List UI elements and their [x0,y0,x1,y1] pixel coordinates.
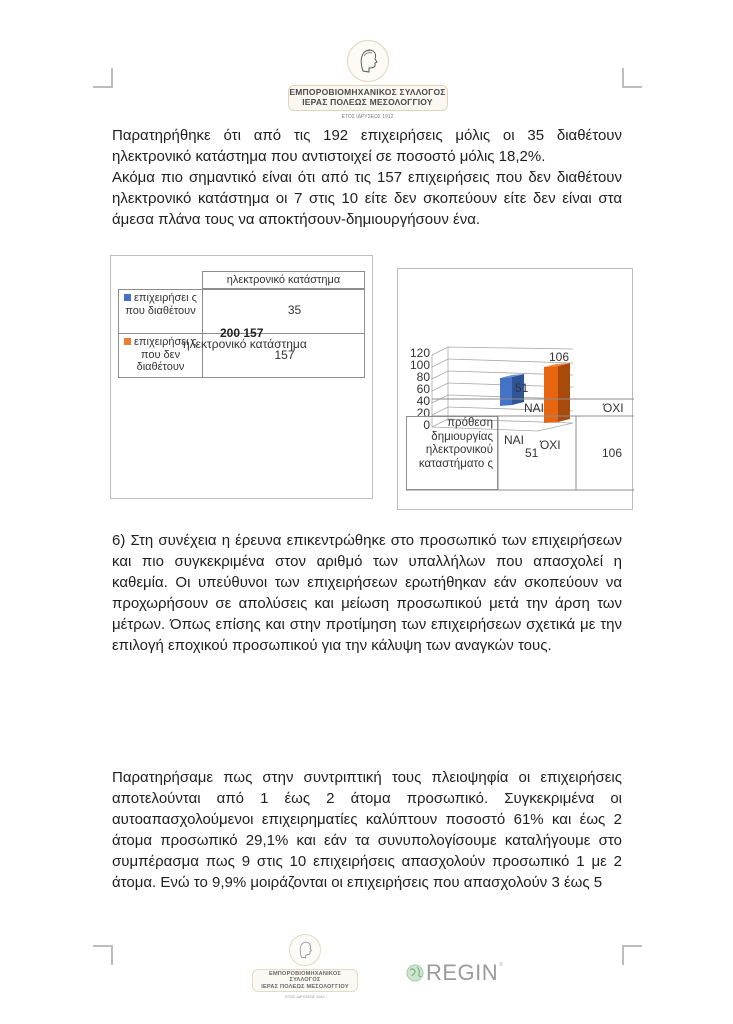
legend-label-have-store [119,290,203,333]
table-column-header: ηλεκτρονικό κατάστημα [202,271,365,289]
paragraph-online-store-stats [112,125,622,230]
association-name-banner [288,85,448,111]
table-cell-value: 106 [602,446,623,460]
chart-intent-online-store [397,268,633,510]
globe-icon [405,963,425,983]
legend-text: επιχειρήσει ς που διαθέτουν [125,292,197,317]
paragraph-text: Ακόμα πιο σημαντικό είναι ότι από τις 157 επιχειρήσεις που δεν διαθέτουν ηλεκτρονικό κατάστημα οι 7 στις 10 είτε δεν σκοπεύουν είτε δεν είναι στα άμεσα πλάνα τους να αποκτήσουν-δημιουργήσουν ένα. [112,169,622,228]
table-row-label: πρόθεση δημιουργίας ηλεκτρονικού καταστήματο ς [406,416,498,490]
regin-wordmark: REGIN [426,960,499,985]
medallion-head-icon [347,40,389,82]
chart-axis-label: ηλεκτρονικό κατάστημα [183,337,307,351]
header-logo [285,40,450,120]
data-label-nai: 51 [515,381,529,395]
crop-mark-top-left [93,68,113,88]
legend-label-nai: ΝΑΙ [524,401,545,415]
association-name-line1: ΕΜΠΟΡΟΒΙΟΜΗΧΑΝΙΚΟΣ ΣΥΛΛΟΓΟΣ [269,971,341,984]
crop-mark-top-right [622,68,642,88]
paragraph-text: Παρατηρήθηκε ότι από τις 192 επιχειρήσεις μόλις οι 35 διαθέτουν ηλεκτρονικό κατάστημα που αντιστοιχεί σε ποσοστό μόλις 18,2%. [112,127,622,165]
crop-mark-bottom-right [622,945,642,965]
y-axis-tick: 40 [416,394,430,408]
association-name-line2: ΙΕΡΑΣ ΠΟΛΕΩΣ ΜΕΣΟΛΟΓΓΙΟΥ [261,983,349,990]
y-axis-tick: 60 [416,382,430,396]
legend-label-oxi: ΌΧΙ [603,401,624,415]
table-cell-value: 51 [525,446,539,460]
y-axis-tick: 120 [409,346,430,360]
x-axis-category-oxi: ΌΧΙ [540,438,561,452]
paragraph-text: 6) Στη συνέχεια η έρευνα επικεντρώθηκε στο προσωπικό των επιχειρήσεων και πιο συγκεκριμένα στον αριθμό των υπαλλήλων που απασχολεί η καθεμία. Οι υπεύθυνοι των επιχειρήσεων ερωτήθηκαν εάν σκοπεύουν να προχωρήσουν σε απολύσεις και μείωση προσωπικού μετά την άρση των μέτρων. Όπως επίσης και στην προτίμηση των επιχειρήσεων σχετικά με την επιλογή εποχικού προσωπικού για την κάλυψη των αναγκών τους. [112,532,622,654]
overlapping-axis-values: 200 157 [220,326,264,340]
y-axis-tick: 0 [423,418,430,432]
data-label-oxi: 106 [549,350,570,364]
paragraph-staff-survey [112,530,622,656]
y-axis-tick: 20 [416,406,430,420]
table-cell-value: 157 [274,348,295,362]
y-axis-tick: 80 [416,370,430,384]
chart-data-table [118,271,365,373]
bar-oxi [544,363,570,423]
table-cell-value: 35 [287,303,302,317]
y-axis-tick: 100 [409,358,430,372]
association-name-line1: ΕΜΠΟΡΟΒΙΟΜΗΧΑΝΙΚΟΣ ΣΥΛΛΟΓΟΣ [289,87,446,97]
legend-swatch-blue-icon [124,294,131,301]
legend-text: επιχειρήσει ς που δεν διαθέτουν [134,336,197,373]
paragraph-text: Παρατηρήσαμε πως στην συντριπτική τους πλειοψηφία οι επιχειρήσεις αποτελούνται από 1 έως 2 άτομα προσωπικό. Συγκεκριμένα οι αυτοαπασχολούμενοι επιχειρηματίες καλύπτουν ποσοστό 61% και έως 2 άτομα προσωπικό 29,1% και εάν τα συνυπολογίσουμε καταλήγουμε στο συμπέρασμα πως 9 στις 10 επιχειρήσεις απασχολούν προσωπικό 1 με 2 άτομα. Ενώ το 9,9% μοιράζονται οι επιχειρήσεις που απασχολούν 3 έως 5 [112,769,622,891]
regin-logo [405,960,503,986]
association-name-banner [252,969,358,992]
crop-mark-bottom-left [93,945,113,965]
footer-logo [250,934,360,999]
paragraph-staff-size-stats [112,767,622,893]
x-axis-category-nai: ΝΑΙ [504,433,525,447]
association-name-line2: ΙΕΡΑΣ ΠΟΛΕΩΣ ΜΕΣΟΛΟΓΓΙΟΥ [302,96,433,107]
legend-swatch-orange-icon [124,338,131,345]
established-year: ΕΤΟΣ ΙΔΡΥΣΕΩΣ 1912 [341,113,394,120]
chart-online-store-ownership [110,255,373,499]
established-year: ΕΤΟΣ ΙΔΡΥΣΕΩΣ 1912 [285,995,325,1000]
registered-mark: ® [499,962,503,968]
medallion-head-icon [289,934,321,966]
